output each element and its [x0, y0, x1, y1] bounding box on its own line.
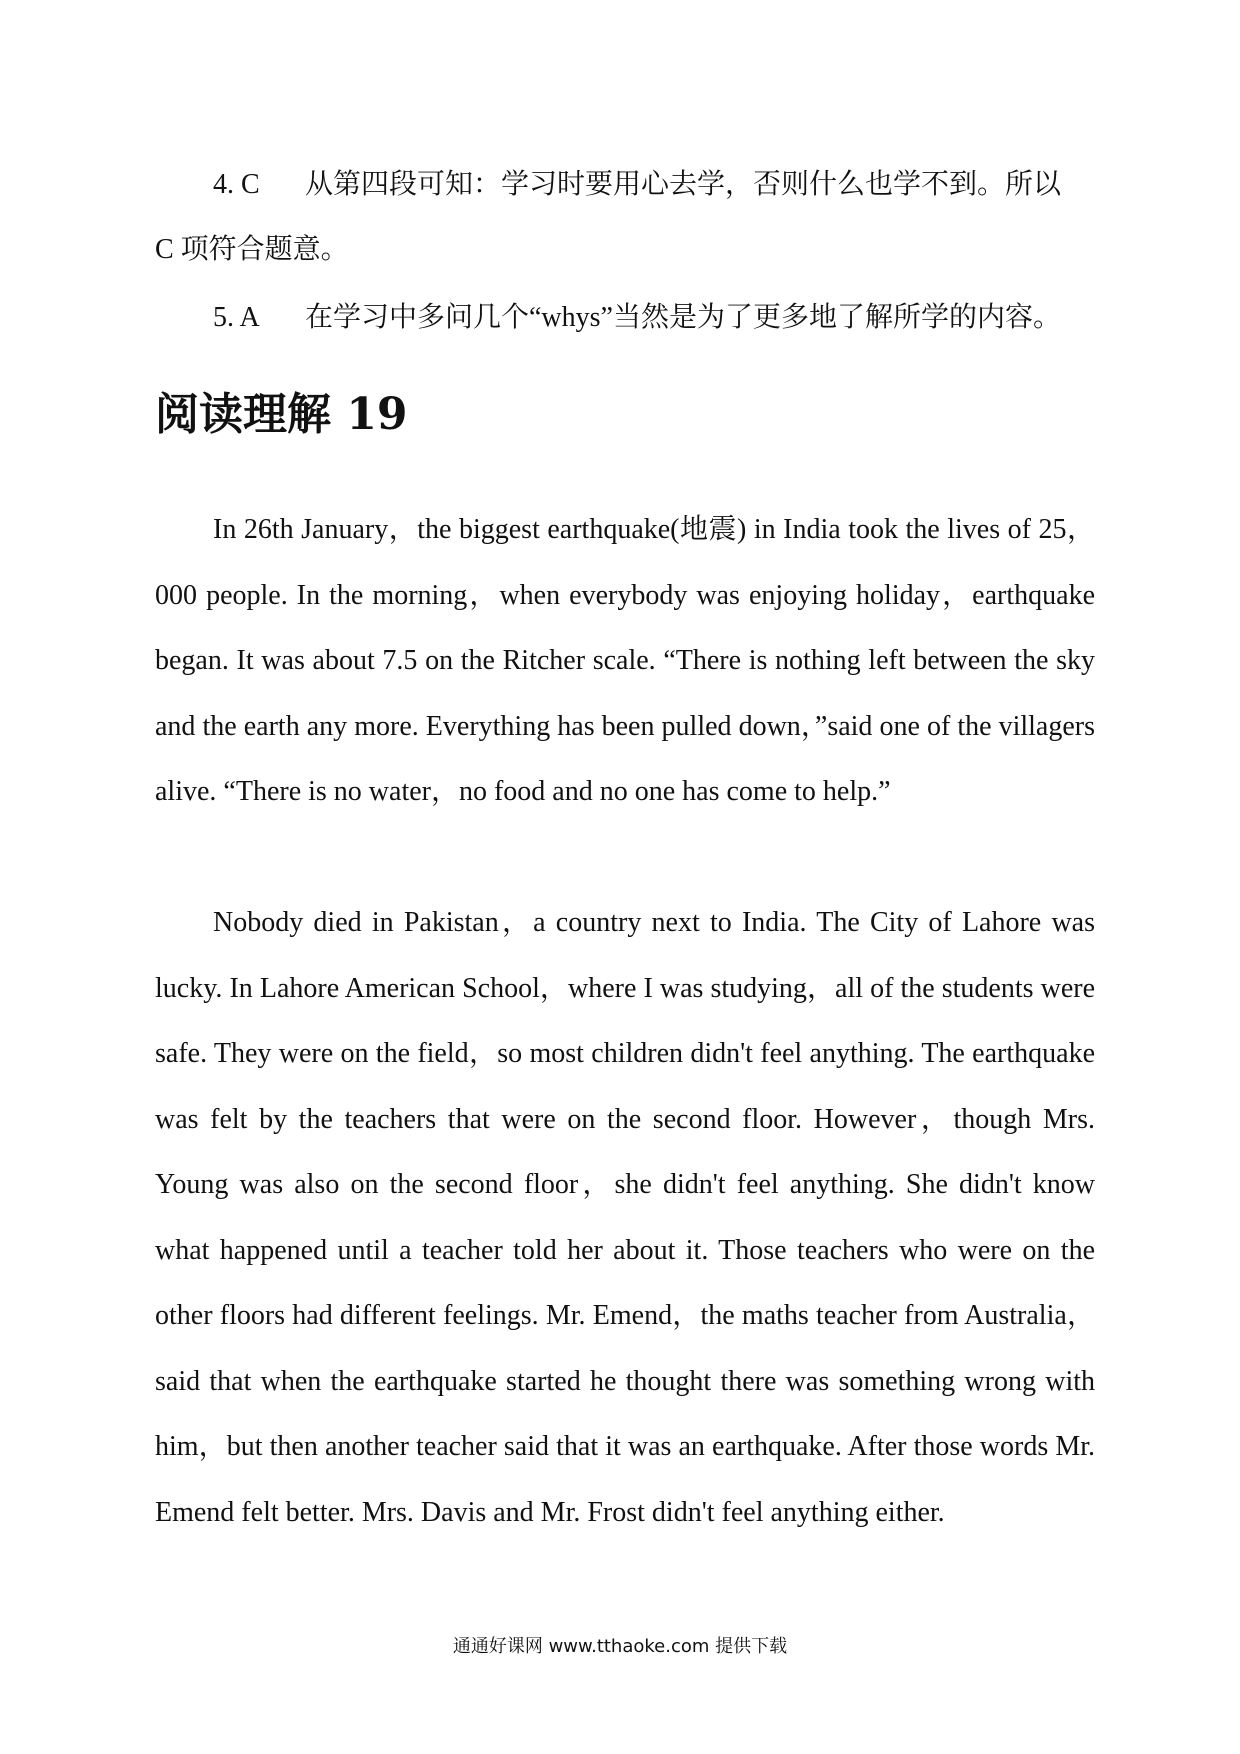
answer-4 — [155, 152, 1095, 282]
answer-5-number: 5. A — [213, 302, 260, 333]
answer-5-explanation: 在学习中多问几个“whys”当然是为了更多地了解所学的内容。 — [305, 302, 1061, 333]
answer-5 — [155, 285, 1095, 350]
passage-paragraph-2: Nobody died in Pakistan，a country next to India. The City of Lahore was lucky. In Lahore American School，where I was studying，all of the students were safe. They were on the field，so most children didn't feel anything. The earthquake was felt by the teachers that were on the second floor. However，though Mrs. Young was also on the second floor，she didn't feel anything. She didn't know what happened until a teacher told her about it. Those teachers who were on the other floors had different feelings. Mr. Emend，the maths teacher from Australia，said that when the earthquake started he thought there was something wrong with him，but then another teacher said that it was an earthquake. After those words Mr. Emend felt better. Mrs. Davis and Mr. Frost didn't feel anything either. — [155, 907, 1095, 1528]
answer-4-number: 4. C — [213, 169, 260, 200]
answer-4-continuation: C 项符合题意。 — [155, 234, 349, 265]
page-footer: 通通好课网 www.tthaoke.com 提供下载 — [452, 1636, 788, 1657]
passage-paragraph-1: In 26th January，the biggest earthquake(地震) in India took the lives of 25，000 people. In the morning，when everybody was enjoying holiday，earthquake began. It was about 7.5 on the Ritcher scale. “There is nothing left between the sky and the earth any more. Everything has been pulled down，”said one of the villagers alive. “There is no water，no food and no one has come to help.” — [155, 514, 1095, 807]
section-title: 阅读理解 19 — [155, 389, 408, 440]
answer-4-explanation: 从第四段可知：学习时要用心去学，否则什么也学不到。所以 — [305, 169, 1062, 200]
document-page — [155, 0, 1095, 1754]
